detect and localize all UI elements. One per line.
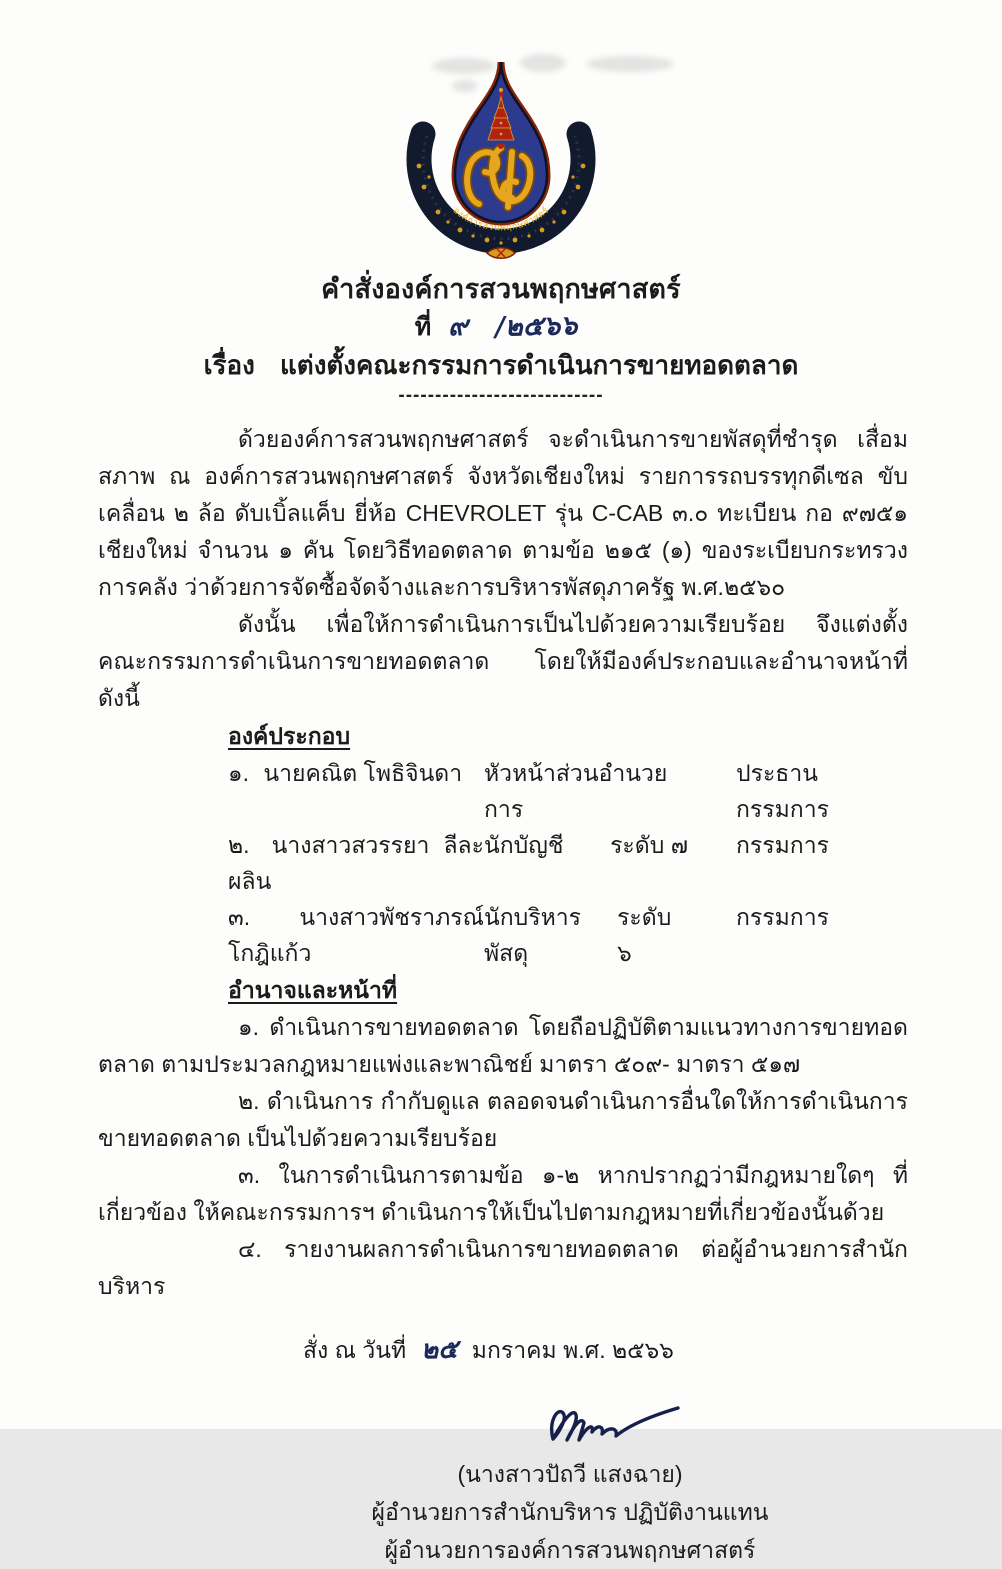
order-date-prefix: สั่ง ณ วันที่ <box>303 1337 407 1363</box>
committee-member-row <box>228 827 908 899</box>
committee-member-row <box>228 755 908 827</box>
subject-line <box>0 347 1002 383</box>
scan-smudge <box>586 56 674 72</box>
duties-heading: อำนาจและหน้าที่ <box>228 977 398 1003</box>
member-role: ประธานกรรมการ <box>736 760 829 822</box>
member-name: ๒. นางสาวสวรรยา ลีละผลิน <box>228 832 484 894</box>
committee-member-row <box>228 899 908 971</box>
duty-item-4: ๔. รายงานผลการดำเนินการขายทอดตลาด ต่อผู้อำนวยการสำนักบริหาร <box>98 1236 908 1299</box>
order-number-prefix: ที่ <box>414 313 432 341</box>
member-name: ๓. นางสาวพัชราภรณ์ โกฎิแก้ว <box>228 904 484 966</box>
signer-name: (นางสาวปัถวี แสงฉาย) <box>457 1461 683 1487</box>
order-year-handwritten: /๒๕๖๖ <box>494 310 578 343</box>
scan-smudge <box>452 80 478 92</box>
subject-label: เรื่อง <box>203 350 255 380</box>
duty-item-3: ๓. ในการดำเนินการตามข้อ ๑-๒ หากปรากฏว่ามีกฎหมายใดๆ ที่เกี่ยวข้อง ให้คณะกรรมการฯ ดำเนินการให้เป็นไปตามกฎหมายที่เกี่ยวข้องนั้นด้วย <box>98 1162 908 1225</box>
dashed-divider: ---------------------------- <box>398 385 604 406</box>
scan-smudge <box>432 58 496 74</box>
duty-item-1: ๑. ดำเนินการขายทอดตลาด โดยถือปฏิบัติตามแนวทางการขายทอดตลาด ตามประมวลกฎหมายแพ่งและพาณิชย์ มาตรา ๕๐๙- มาตรา ๕๑๗ <box>98 1014 908 1077</box>
signer-title-1: ผู้อำนวยการสำนักบริหาร ปฏิบัติงานแทน <box>371 1499 769 1525</box>
member-position: นักบริหารพัสดุ ระดับ ๖ <box>484 904 672 966</box>
member-role: กรรมการ <box>736 832 829 858</box>
order-title: คำสั่งองค์การสวนพฤกษศาสตร์ <box>321 274 681 304</box>
committee-heading: องค์ประกอบ <box>228 723 351 749</box>
duty-item-2: ๒. ดำเนินการ กำกับดูแล ตลอดจนดำเนินการอื่นใดให้การดำเนินการขายทอดตลาด เป็นไปด้วยความเรียบร้อย <box>98 1088 908 1151</box>
document-header <box>0 271 1002 409</box>
order-date-handwritten-day: ๒๕ <box>420 1334 458 1366</box>
member-role: กรรมการ <box>736 904 829 930</box>
subject-text: แต่งตั้งคณะกรรมการดำเนินการขายทอดตลาด <box>280 350 799 380</box>
signature-block <box>330 1399 810 1569</box>
order-number-line <box>0 309 1002 345</box>
handwritten-signature-icon <box>535 1399 685 1451</box>
paragraph-1: ด้วยองค์การสวนพฤกษศาสตร์ จะดำเนินการขายพัสดุที่ชำรุด เสื่อมสภาพ ณ องค์การสวนพฤกษศาสตร์ จังหวัดเชียงใหม่ รายการรถบรรทุกดีเซล ขับเคลื่อน ๒ ล้อ ดับเบิ้ลแค็บ ยี่ห้อ CHEVROLET รุ่น C-CAB ๓.๐ ทะเบียน กอ ๙๗๕๑ เชียงใหม่ จำนวน ๑ คัน โดยวิธีทอดตลาด ตามข้อ ๒๑๕ (๑) ของระเบียบกระทรวงการคลัง ว่าด้วยการจัดซื้อจัดจ้างและการบริหารพัสดุภาครัฐ พ.ศ.๒๕๖๐ <box>98 426 908 600</box>
member-position: หัวหน้าส่วนอำนวยการ <box>484 760 668 822</box>
paragraph-2: ดังนั้น เพื่อให้การดำเนินการเป็นไปด้วยความเรียบร้อย จึงแต่งตั้งคณะกรรมการดำเนินการขายทอดตลาด โดยให้มีองค์ประกอบและอำนาจหน้าที่ ดังนี้ <box>98 611 908 711</box>
member-name: ๑. นายคณิต โพธิจินดา <box>228 760 463 786</box>
emblem-container <box>0 0 1002 267</box>
emblem-band-text: องค์การสวนพฤกษศาสตร์ <box>451 205 551 233</box>
document-body <box>98 421 908 1305</box>
botanical-garden-emblem-icon <box>393 56 609 262</box>
signer-title-2: ผู้อำนวยการองค์การสวนพฤกษศาสตร์ <box>384 1537 756 1563</box>
order-number-handwritten: ๙ <box>447 310 469 343</box>
order-date-line <box>303 1332 908 1369</box>
member-position: นักบัญชี ระดับ ๗ <box>484 832 688 858</box>
order-date-suffix: มกราคม พ.ศ. ๒๕๖๖ <box>471 1337 674 1363</box>
scan-smudge <box>520 54 566 72</box>
